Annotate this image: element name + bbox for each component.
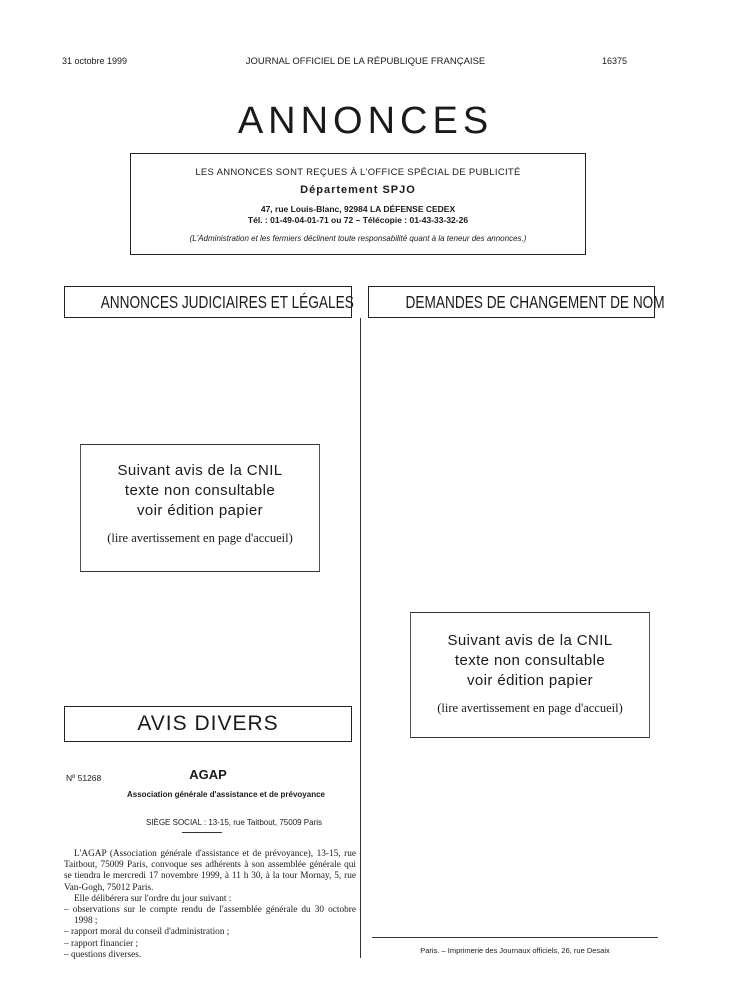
header-journal-title: JOURNAL OFFICIEL DE LA RÉPUBLIQUE FRANÇAISE	[245, 56, 486, 67]
footer-rule	[372, 937, 658, 938]
notice-address: 47, rue Louis-Blanc, 92984 LA DÉFENSE CEDEX	[260, 204, 456, 214]
agenda-item: – questions diverses.	[64, 949, 142, 960]
announcement-body	[64, 849, 356, 961]
section-heading-label: AVIS DIVERS	[137, 712, 279, 735]
notice-department: Département SPJO	[300, 184, 416, 196]
section-heading-changement-nom	[368, 286, 665, 318]
agenda-item: – observations sur le compte rendu de l'assemblée générale du 30 octobre 1998 ;	[64, 905, 356, 927]
header-date: 31 octobre 1999	[62, 56, 128, 66]
announcement-number: Nº 51268	[66, 773, 102, 783]
announcement-rule	[182, 832, 222, 833]
notice-phones: Tél. : 01-49-04-01-71 ou 72 – Télécopie : 01-43-33-32-26	[247, 215, 469, 225]
announcement-paragraph: Elle délibérera sur l'ordre du jour suivant :	[74, 893, 232, 904]
cnil-line: Suivant avis de la CNIL	[447, 632, 613, 649]
section-heading-avis-divers	[64, 706, 352, 742]
announcement-name: AGAP	[189, 767, 227, 782]
cnil-note: (lire avertissement en page d'accueil)	[437, 701, 623, 715]
agenda-list	[64, 905, 356, 961]
cnil-line: texte non consultable	[124, 482, 276, 499]
cnil-line: voir édition papier	[466, 672, 593, 689]
notice-disclaimer: (L'Administration et les fermiers déclinent toute responsabilité quant à la teneur des annonces.)	[189, 234, 527, 243]
cnil-line: Suivant avis de la CNIL	[117, 462, 283, 479]
publicity-notice-box	[130, 153, 586, 255]
header-page-number: 16375	[601, 56, 627, 66]
cnil-line: voir édition papier	[136, 502, 263, 519]
section-heading-label: ANNONCES JUDICIAIRES ET LÉGALES	[100, 292, 354, 312]
cnil-note: (lire avertissement en page d'accueil)	[107, 531, 293, 545]
agenda-item: – rapport financier ;	[64, 938, 139, 949]
section-heading-judiciaires	[64, 286, 352, 318]
announcement-siege: SIÈGE SOCIAL : 13-15, rue Taitbout, 75009 Paris	[145, 818, 323, 827]
notice-line: LES ANNONCES SONT REÇUES À L'OFFICE SPÉCIAL DE PUBLICITÉ	[195, 167, 521, 178]
cnil-notice-right	[410, 612, 650, 738]
announcement-subtitle: Association générale d'assistance et de prévoyance	[127, 790, 325, 799]
footer-imprint: Paris. – Imprimerie des Journaux officiels, 26, rue Desaix	[420, 946, 610, 955]
agenda-item: – rapport moral du conseil d'administration ;	[64, 927, 230, 938]
announcement-paragraph: L'AGAP (Association générale d'assistance et de prévoyance), 13-15, rue Taitbout, 75009 Paris, convoque ses adhérents à son assemblée générale qui se tiendra le mercredi 17 novembre 1999, à 11 h 30, à la tour Mornay, 5, rue Van-Gogh, 75012 Paris.	[64, 849, 356, 893]
cnil-notice-left	[80, 444, 320, 572]
cnil-line: texte non consultable	[454, 652, 606, 669]
section-heading-label: DEMANDES DE CHANGEMENT DE NOM	[405, 292, 665, 312]
column-divider	[360, 318, 361, 958]
page-title: ANNONCES	[237, 100, 494, 142]
